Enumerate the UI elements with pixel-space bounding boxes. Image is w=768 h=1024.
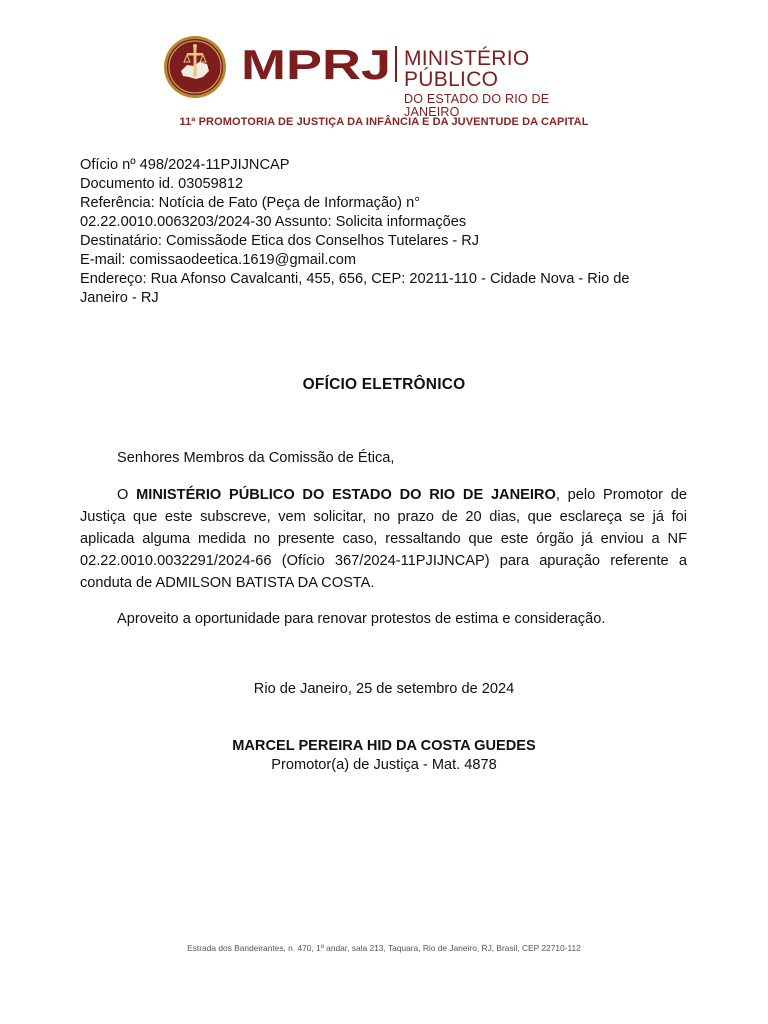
body-institution-bold: MINISTÉRIO PÚBLICO DO ESTADO DO RIO DE JANEIRO	[136, 487, 556, 503]
signatory-name: MARCEL PEREIRA HID DA COSTA GUEDES	[232, 738, 536, 754]
recipient-address: Endereço: Rua Afonso Cavalcanti, 455, 656, CEP: 20211-110 - Cidade Nova - Rio de	[80, 271, 630, 287]
institution-name	[404, 48, 608, 118]
document-title: OFÍCIO ELETRÔNICO	[302, 376, 466, 393]
signature-block	[0, 737, 768, 775]
signatory-role: Promotor(a) de Justiça - Mat. 4878	[271, 757, 497, 773]
date-line: Rio de Janeiro, 25 de setembro de 2024	[253, 681, 515, 697]
footer-address: Estrada dos Bandeirantes, n. 470, 1º andar, sala 213, Taquara, Rio de Janeiro, RJ, Brasil, CEP 22710-112	[187, 943, 581, 953]
recipient: Destinatário: Comissãode Etica dos Conselhos Tutelares - RJ	[80, 233, 480, 249]
closing-sentence: Aproveito a oportunidade para renovar protestos de estima e consideração.	[117, 611, 606, 627]
mprj-wordmark-logo	[241, 45, 393, 85]
body-rest: , pelo Promotor de Justiça que este subscreve, vem solicitar, no prazo de 20 dias, que esclareça se já foi aplicada alguma medida no presente caso, ressaltando que este órgão já enviou a NF 02.22.0010.0032291/2024-66 (Ofício 367/2024-11PJIJNCAP) para apuração referente a conduta de ADMILSON BATISTA DA COSTA.	[80, 487, 687, 591]
reference-block	[80, 156, 680, 308]
body-prefix: O	[117, 487, 137, 503]
greeting: Senhores Membros da Comissão de Ética,	[117, 450, 395, 466]
mprj-seal-icon	[163, 35, 227, 99]
institution-line-2: DO ESTADO DO RIO DE JANEIRO	[404, 92, 550, 119]
reference-subject: 02.22.0010.0063203/2024-30 Assunto: Solicita informações	[80, 214, 467, 230]
oficio-number: Ofício nº 498/2024-11PJIJNCAP	[80, 157, 290, 173]
recipient-email: E-mail: comissaodeetica.1619@gmail.com	[80, 252, 356, 268]
body-paragraph	[80, 484, 687, 594]
svg-text:MPRJ: MPRJ	[241, 45, 391, 85]
recipient-address-cont: Janeiro - RJ	[80, 290, 159, 306]
document-id: Documento id. 03059812	[80, 176, 244, 192]
letterhead	[163, 33, 608, 119]
reference-line: Referência: Notícia de Fato (Peça de Informação) n°	[80, 195, 421, 211]
letterhead-divider	[395, 46, 397, 82]
promotoria-subheading: 11ª PROMOTORIA DE JUSTIÇA DA INFÂNCIA E DA JUVENTUDE DA CAPITAL	[179, 116, 589, 128]
institution-line-1: MINISTÉRIO PÚBLICO	[404, 47, 530, 91]
